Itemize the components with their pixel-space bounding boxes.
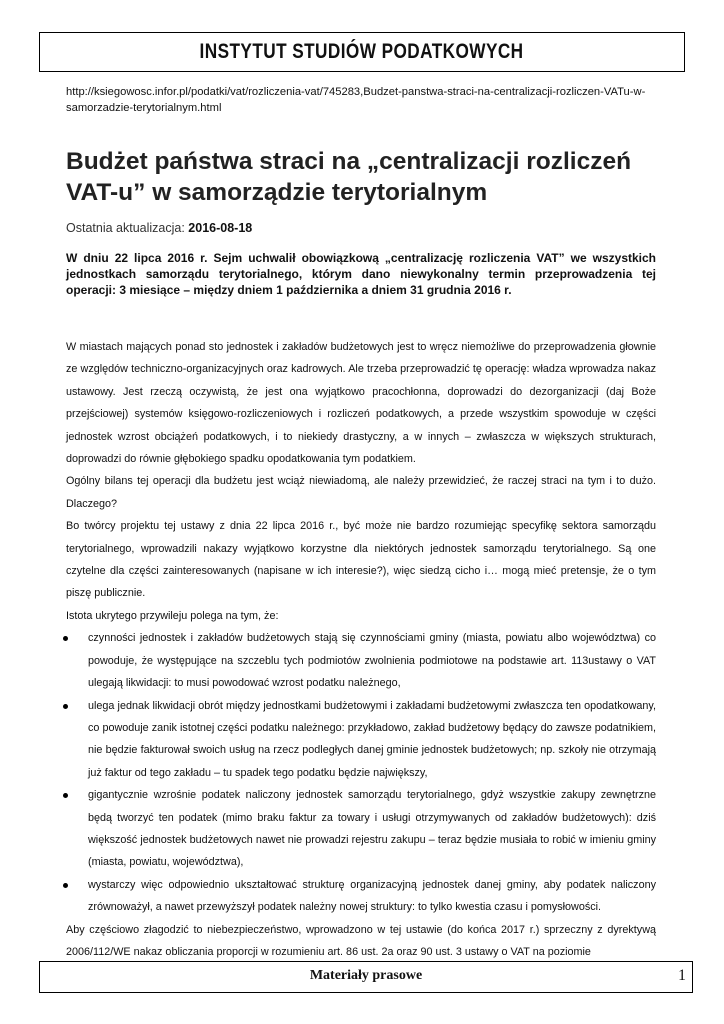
- updated-label: Ostatnia aktualizacja:: [66, 221, 185, 235]
- header-banner: [39, 32, 685, 72]
- article-body: [66, 336, 656, 963]
- article-lead: W dniu 22 lipca 2016 r. Sejm uchwalił obowiązkową „centralizację rozliczenia VAT” we wszystkich jednostkach samorządu terytorialnego, którym dano niewykonalny termin przeprowadzenia tej operacji: 3 miesiące – między dniem 1 października a dniem 31 grudnia 2016 r.: [66, 251, 656, 297]
- bullet-icon: [63, 636, 68, 641]
- body-paragraph: Ogólny bilans tej operacji dla budżetu jest wciąż niewiadomą, ale należy przewidzieć, że raczej straci na tym i to dużo. Dlaczego?: [66, 475, 656, 510]
- institute-title: INSTYTUT STUDIÓW PODATKOWYCH: [200, 40, 524, 63]
- last-updated: [66, 221, 252, 235]
- list-item: [66, 874, 656, 919]
- list-item: [66, 784, 656, 874]
- list-item-text: czynności jednostek i zakładów budżetowych stają się czynnościami gminy (miasta, powiatu albo województwa) co powoduje, że występujące na szczeblu tych podmiotów zwolnienia podmiotowe na podstawie art. 113ustawy o VAT ulegają likwidacji: to musi powodować wzrost podatku należnego,: [88, 632, 656, 690]
- bullet-icon: [63, 883, 68, 888]
- list-item-text: gigantycznie wzrośnie podatek naliczony jednostek samorządu terytorialnego, gdyż wszystkie zakupy zewnętrzne będą tworzyć ten podatek (mimo braku faktur za towary i usługi otrzymywanych od zakładów budżetowych): dziś większość jednostek budżetowych nawet nie prowadzi rejestru zakupu – teraz będzie musiała to robić w imieniu gminy (miasta, powiatu, województwa),: [88, 789, 656, 869]
- list-item-text: ulega jednak likwidacji obrót między jednostkami budżetowymi i zakładami budżetowymi zwłaszcza ten opodatkowany, co powoduje zanik istotnej części podatku należnego: przykładowo, zakład budżetowy będący do zawsze podatnikiem, nie będzie fakturował swoich usług na rzecz podległych danej gminie jednostek budżetowych; np. szkoły nie otrzymają już faktur od tego zakładu – tu spadek tego podatku będzie największy,: [88, 699, 656, 779]
- bullet-icon: [63, 704, 68, 709]
- footer-banner: [39, 961, 693, 993]
- body-paragraph: Istota ukrytego przywileju polega na tym, że:: [66, 609, 279, 622]
- article-title: Budżet państwa straci na „centralizacji rozliczeń VAT-u” w samorządzie terytorialnym: [66, 148, 632, 206]
- list-item: [66, 695, 656, 785]
- page-number: 1: [678, 967, 686, 984]
- bullet-list: [66, 627, 656, 918]
- body-paragraph: Aby częściowo złagodzić to niebezpieczeństwo, wprowadzono w tej ustawie (do końca 2017 r.) sprzeczny z dyrektywą 2006/112/WE nakaz obliczania proporcji w rozumieniu art. 86 ust. 2a oraz 90 ust. 3 ustawy o VAT na poziomie: [66, 923, 656, 958]
- body-paragraph: Bo twórcy projektu tej ustawy z dnia 22 lipca 2016 r., być może nie bardzo rozumiejąc specyfikę sektora samorządu terytorialnego, wprowadzili nakazy wyjątkowo korzystne dla niektórych jednostek samorządu terytorialnego. Są one czytelne dla części zainteresowanych (napisane w ich interesie?), więc siedzą cicho i… mogą mieć pretensje, że o tym piszę publicznie.: [66, 520, 656, 600]
- footer-label: Materiały prasowe: [309, 968, 423, 983]
- list-item-text: wystarczy więc odpowiednio ukształtować strukturę organizacyjną jednostek danej gminy, aby podatek naliczony zrównoważył, a nawet przewyższył podatek należny nowej struktury: to tylko kwestia czasu i pomysłowości.: [88, 878, 656, 914]
- body-paragraph: W miastach mających ponad sto jednostek i zakładów budżetowych jest to wręcz niemożliwe do przeprowadzenia głownie ze względów techniczno-organizacyjnych oraz kadrowych. Ale trzeba przeprowadzić tę operację: władza wprowadza nakaz ustawowy. Jest rzeczą oczywistą, że jest ona wyjątkowo pracochłonna, doprowadzi do dezorganizacji (daj Boże przejściowej) systemów księgowo-rozliczeniowych i rozliczeń podatkowych, a przede wszystkim spowoduje w części jednostek wzrost obciążeń podatkowych, i to niekiedy drastyczny, a w innych – zwłaszcza w większych strukturach, doprowadzi do równie głębokiego spadku opodatkowania tym podatkiem.: [66, 341, 656, 466]
- list-item: [66, 627, 656, 694]
- updated-date: 2016-08-18: [188, 221, 253, 235]
- source-url: http://ksiegowosc.infor.pl/podatki/vat/rozliczenia-vat/745283,Budzet-panstwa-straci-na-centralizacji-rozliczen-VATu-w-samorzadzie-terytorialnym.html: [66, 86, 646, 114]
- bullet-icon: [63, 793, 68, 798]
